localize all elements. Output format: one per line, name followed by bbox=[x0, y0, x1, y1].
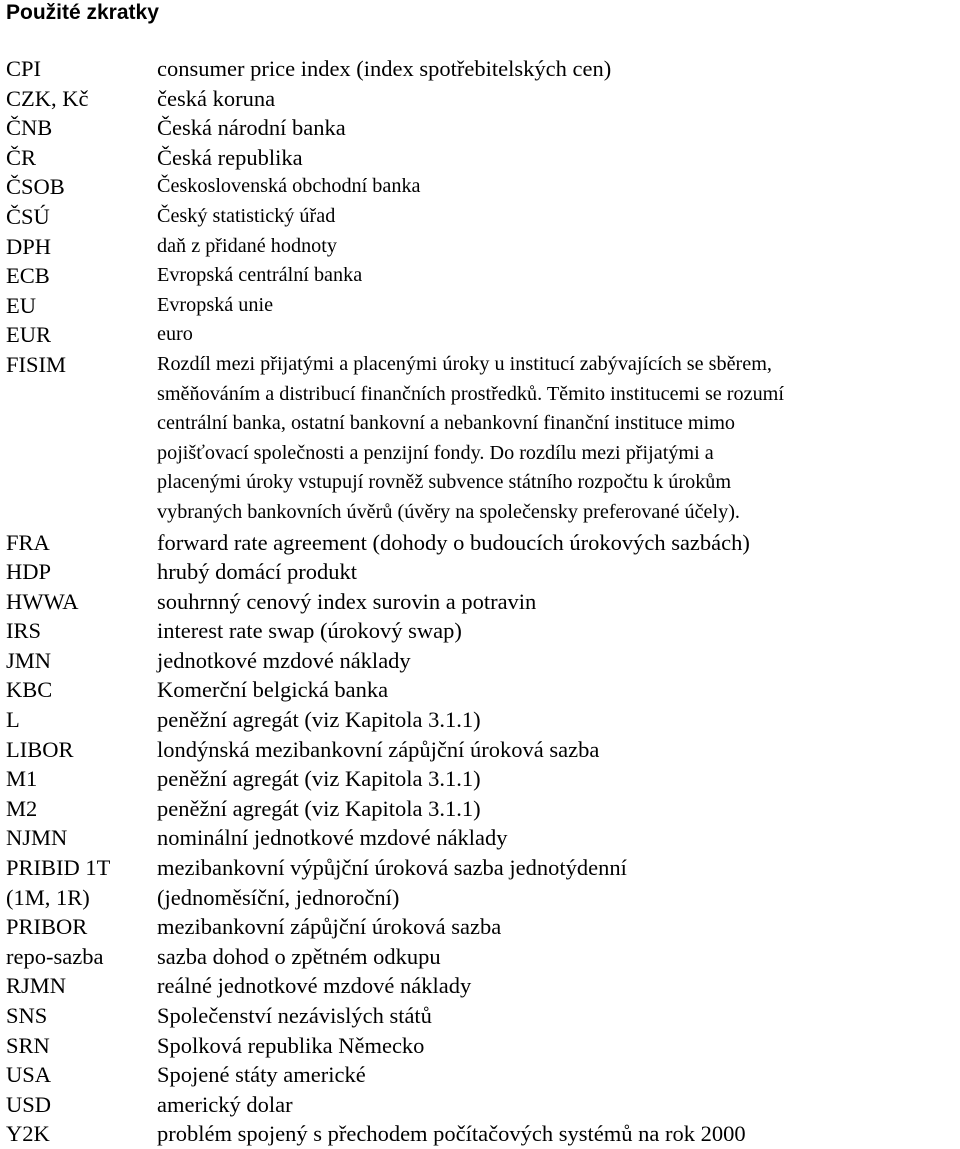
abbreviation-term: (1M, 1R) bbox=[6, 884, 90, 910]
abbreviation-description: reálné jednotkové mzdové náklady bbox=[157, 973, 472, 999]
abbreviation-description: consumer price index (index spotřebitelských cen) bbox=[157, 56, 612, 81]
abbreviation-term: USA bbox=[6, 1062, 52, 1088]
abbreviation-row bbox=[0, 84, 960, 114]
abbreviation-term: NJMN bbox=[6, 825, 68, 851]
abbreviation-description: Spolková republika Německo bbox=[157, 1032, 425, 1058]
abbreviation-term: DPH bbox=[6, 233, 52, 259]
abbreviation-term: FRA bbox=[6, 529, 50, 555]
abbreviation-term: SRN bbox=[6, 1032, 50, 1058]
page-title: Použité zkratky bbox=[6, 1, 159, 24]
abbreviation-description: americký dolar bbox=[157, 1091, 293, 1117]
abbreviation-row bbox=[0, 1001, 960, 1031]
abbreviation-row bbox=[0, 587, 960, 617]
abbreviation-row bbox=[0, 172, 960, 202]
abbreviation-term: IRS bbox=[6, 618, 42, 644]
abbreviation-row bbox=[0, 113, 960, 143]
abbreviation-description: peněžní agregát (viz Kapitola 3.1.1) bbox=[157, 795, 481, 821]
abbreviation-row bbox=[0, 232, 960, 262]
abbreviation-term: ČSOB bbox=[6, 174, 65, 200]
abbreviation-description: mezibankovní zápůjční úroková sazba bbox=[157, 914, 502, 940]
abbreviation-term: USD bbox=[6, 1091, 52, 1117]
abbreviation-row bbox=[0, 883, 960, 913]
abbreviation-description: centrální banka, ostatní bankovní a nebankovní finanční instituce mimo bbox=[157, 412, 735, 435]
abbreviation-row bbox=[0, 261, 960, 291]
abbreviation-term: PRIBID 1T bbox=[6, 855, 111, 881]
abbreviation-row bbox=[0, 971, 960, 1001]
abbreviation-row bbox=[0, 675, 960, 705]
abbreviation-row bbox=[0, 1060, 960, 1090]
abbreviation-row bbox=[0, 350, 960, 528]
abbreviation-term: ČR bbox=[6, 144, 37, 170]
abbreviation-term: JMN bbox=[6, 647, 52, 673]
abbreviation-row bbox=[0, 320, 960, 350]
abbreviation-description: (jednoměsíční, jednoroční) bbox=[157, 884, 400, 910]
abbreviation-list bbox=[0, 54, 960, 1149]
abbreviation-description: forward rate agreement (dohody o budoucích úrokových sazbách) bbox=[157, 529, 750, 555]
abbreviation-row bbox=[0, 1090, 960, 1120]
abbreviation-description: problém spojený s přechodem počítačových systémů na rok 2000 bbox=[157, 1121, 746, 1147]
abbreviation-term: HDP bbox=[6, 559, 52, 585]
abbreviation-term: SNS bbox=[6, 1003, 48, 1028]
abbreviation-term: CPI bbox=[6, 56, 42, 81]
abbreviation-description: Československá obchodní banka bbox=[157, 175, 421, 198]
abbreviation-description: mezibankovní výpůjční úroková sazba jednotýdenní bbox=[157, 855, 627, 881]
abbreviation-term: EU bbox=[6, 292, 36, 318]
abbreviation-term: EUR bbox=[6, 322, 51, 348]
abbreviation-description: interest rate swap (úrokový swap) bbox=[157, 618, 462, 644]
abbreviation-description: nominální jednotkové mzdové náklady bbox=[157, 825, 508, 851]
abbreviation-description: Česká národní banka bbox=[157, 115, 346, 141]
abbreviation-description: Evropská unie bbox=[157, 293, 274, 316]
abbreviation-term: Y2K bbox=[6, 1121, 50, 1147]
abbreviation-description: placenými úroky vstupují rovněž subvence státního rozpočtu k úrokům bbox=[157, 471, 732, 494]
abbreviation-description: peněžní agregát (viz Kapitola 3.1.1) bbox=[157, 707, 481, 733]
abbreviation-row bbox=[0, 912, 960, 942]
abbreviation-description: peněžní agregát (viz Kapitola 3.1.1) bbox=[157, 766, 481, 792]
abbreviation-description: jednotkové mzdové náklady bbox=[157, 647, 411, 673]
abbreviation-term: FISIM bbox=[6, 351, 67, 377]
abbreviation-row bbox=[0, 646, 960, 676]
abbreviation-description: daň z přidané hodnoty bbox=[157, 234, 337, 257]
abbreviation-term: M1 bbox=[6, 766, 38, 792]
abbreviation-term: KBC bbox=[6, 677, 53, 703]
abbreviation-term: ČNB bbox=[6, 115, 53, 141]
abbreviation-term: L bbox=[6, 707, 20, 733]
abbreviation-description: Evropská centrální banka bbox=[157, 264, 363, 287]
abbreviation-description: směňováním a distribucí finančních prostředků. Těmito institucemi se rozumí bbox=[157, 382, 784, 405]
abbreviation-row bbox=[0, 705, 960, 735]
abbreviation-term: HWWA bbox=[6, 588, 79, 614]
abbreviation-description: pojišťovací společnosti a penzijní fondy. Do rozdílu mezi přijatými a bbox=[157, 441, 714, 464]
abbreviation-row bbox=[0, 942, 960, 972]
abbreviation-row bbox=[0, 291, 960, 321]
abbreviation-row bbox=[0, 202, 960, 232]
abbreviation-term: repo-sazba bbox=[6, 943, 104, 969]
abbreviation-description: Spojené státy americké bbox=[157, 1062, 366, 1088]
abbreviation-description: souhrnný cenový index surovin a potravin bbox=[157, 588, 537, 614]
abbreviation-row bbox=[0, 1031, 960, 1061]
abbreviation-row bbox=[0, 764, 960, 794]
abbreviation-description: euro bbox=[157, 323, 193, 346]
abbreviation-description: hrubý domácí produkt bbox=[157, 559, 357, 585]
abbreviation-row bbox=[0, 557, 960, 587]
abbreviation-description: Komerční belgická banka bbox=[157, 677, 389, 703]
abbreviation-term: ČSÚ bbox=[6, 203, 50, 229]
abbreviation-row bbox=[0, 528, 960, 558]
abbreviation-term: PRIBOR bbox=[6, 914, 88, 940]
abbreviation-row bbox=[0, 143, 960, 173]
abbreviation-description: Rozdíl mezi přijatými a placenými úroky u institucí zabývajících se sběrem, bbox=[157, 352, 772, 375]
abbreviation-description: vybraných bankovních úvěrů (úvěry na společensky preferované účely). bbox=[157, 500, 740, 523]
abbreviation-description: sazba dohod o zpětném odkupu bbox=[157, 943, 441, 969]
abbreviation-term: M2 bbox=[6, 795, 38, 821]
abbreviation-description: Společenství nezávislých států bbox=[157, 1003, 432, 1028]
abbreviation-row bbox=[0, 823, 960, 853]
abbreviation-description: londýnská mezibankovní zápůjční úroková sazba bbox=[157, 736, 600, 762]
abbreviation-description: Český statistický úřad bbox=[157, 204, 336, 227]
abbreviation-description: česká koruna bbox=[157, 85, 276, 111]
abbreviation-row bbox=[0, 794, 960, 824]
abbreviation-term: CZK, Kč bbox=[6, 85, 89, 111]
abbreviation-term: ECB bbox=[6, 263, 50, 289]
abbreviation-row bbox=[0, 735, 960, 765]
abbreviation-description: Česká republika bbox=[157, 144, 303, 170]
abbreviation-row bbox=[0, 853, 960, 883]
abbreviation-row bbox=[0, 616, 960, 646]
abbreviation-term: LIBOR bbox=[6, 736, 74, 762]
abbreviation-row bbox=[0, 54, 960, 84]
abbreviation-row bbox=[0, 1119, 960, 1149]
abbreviation-term: RJMN bbox=[6, 973, 67, 999]
